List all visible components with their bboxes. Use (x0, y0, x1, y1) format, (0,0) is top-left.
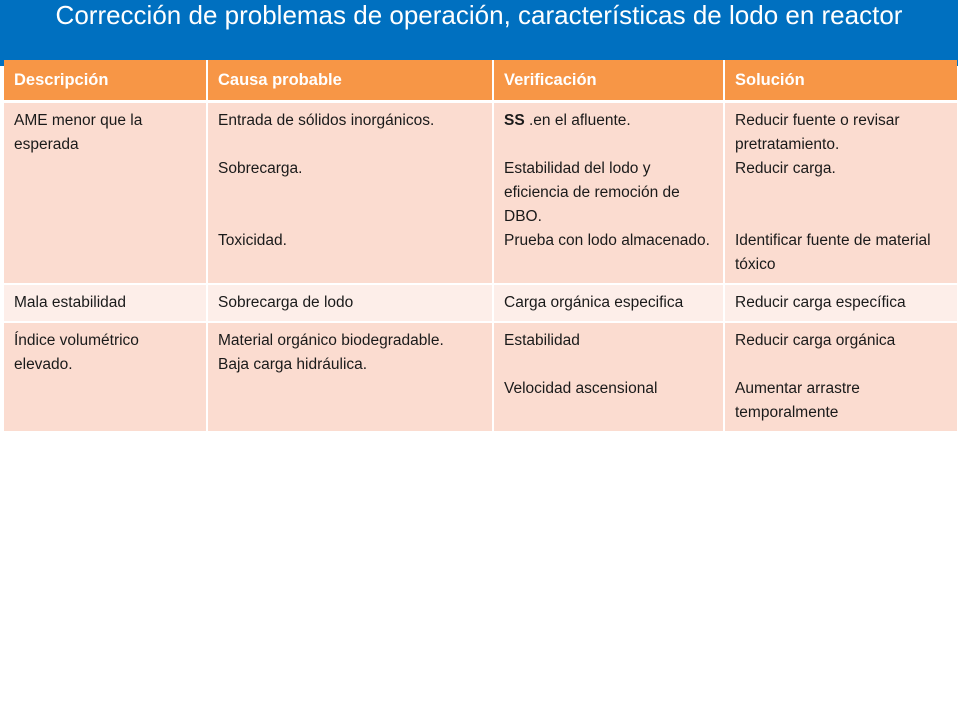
header-causa: Causa probable (207, 60, 493, 102)
cell-text: AME menor que la esperada (14, 112, 143, 153)
cell-text: Reducir fuente o revisar pretratamiento. (735, 112, 900, 153)
cell-text: Estabilidad (504, 332, 580, 349)
cell-verificacion (493, 284, 724, 322)
table-row (4, 284, 957, 322)
cell-text: Carga orgánica especifica (504, 294, 684, 311)
cell-text: Prueba con lodo almacenado. (504, 232, 710, 249)
cell-causa (207, 102, 493, 285)
slide-title-bar (0, 0, 958, 66)
cell-text: Baja carga hidráulica. (218, 356, 368, 373)
cell-solucion (724, 284, 957, 322)
header-descripcion: Descripción (4, 60, 207, 102)
table-header-row (4, 60, 957, 102)
ss-abbrev: SS (504, 112, 525, 129)
cell-descripcion (4, 284, 207, 322)
cell-text: Reducir carga orgánica (735, 332, 896, 349)
cell-text: Identificar fuente de material tóxico (735, 232, 931, 273)
cell-solucion (724, 102, 957, 285)
cell-text: Entrada de sólidos inorgánicos. (218, 112, 435, 129)
cell-text: Sobrecarga de lodo (218, 294, 354, 311)
cell-verificacion (493, 102, 724, 285)
cell-text: Sobrecarga. (218, 160, 303, 177)
cell-text: Toxicidad. (218, 232, 287, 249)
cell-text: Material orgánico biodegradable. (218, 332, 444, 349)
cell-solucion (724, 322, 957, 432)
cell-text: Mala estabilidad (14, 294, 127, 311)
cell-causa (207, 284, 493, 322)
cell-text: Velocidad ascensional (504, 380, 658, 397)
cell-verificacion (493, 322, 724, 432)
cell-text: Índice volumétrico elevado. (14, 332, 139, 373)
header-solucion: Solución (724, 60, 957, 102)
cell-descripcion (4, 102, 207, 285)
cell-text: Reducir carga. (735, 160, 836, 177)
cell-text: Aumentar arrastre temporalmente (735, 380, 860, 421)
cell-descripcion (4, 322, 207, 432)
cell-text: Estabilidad del lodo y eficiencia de remoción de DBO. (504, 160, 680, 225)
slide-title: Corrección de problemas de operación, características de lodo en reactor (55, 0, 903, 30)
cell-causa (207, 322, 493, 432)
header-verificacion: Verificación (493, 60, 724, 102)
ss-rest: .en el afluente. (524, 112, 631, 129)
troubleshooting-table (4, 60, 957, 433)
table-row (4, 102, 957, 285)
table-row (4, 322, 957, 432)
cell-text: Reducir carga específica (735, 294, 906, 311)
cell-text-ss (504, 109, 714, 133)
